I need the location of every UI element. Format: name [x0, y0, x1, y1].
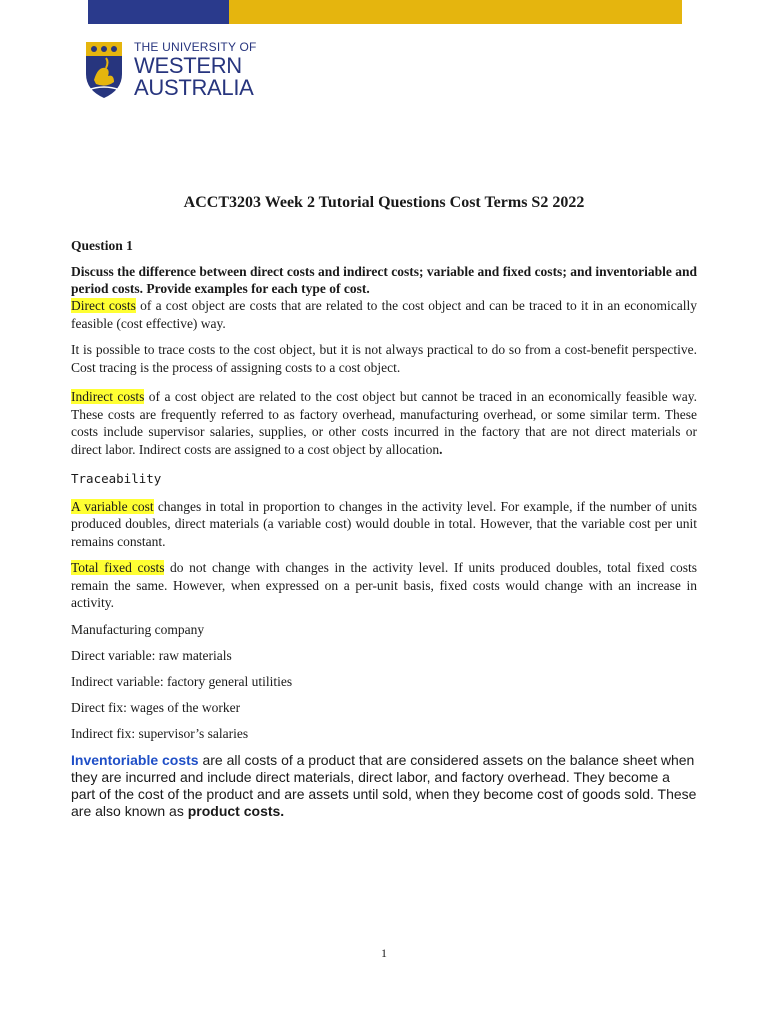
- brand-bar-blue: [88, 0, 229, 24]
- variable-cost-paragraph: [71, 498, 697, 551]
- logo-line-3: AUSTRALIA: [134, 75, 254, 100]
- inventoriable-costs-text: are all costs of a product that are considered assets on the balance sheet when they are incurred and include direct materials, direct labor, and factory overhead. They become a part of the cost of the product and are assets until sold, when they become cost of goods sold. These are also known as: [71, 751, 697, 819]
- indirect-costs-term: Indirect costs: [71, 389, 145, 404]
- brand-color-bar: [88, 0, 682, 24]
- inventoriable-costs-term: Inventoriable costs: [71, 751, 199, 768]
- example-item: Direct fix: wages of the worker: [71, 699, 241, 715]
- crest-icon: [84, 40, 124, 100]
- variable-cost-term: A variable cost: [71, 498, 154, 514]
- question-heading: Question 1: [71, 238, 133, 253]
- logo-wordmark: [134, 40, 257, 99]
- logo-line-2: WESTERN: [134, 53, 242, 78]
- example-item: Indirect fix: supervisor’s salaries: [71, 725, 249, 741]
- document-body: [71, 194, 697, 820]
- product-costs-term: product costs.: [187, 802, 285, 819]
- inventoriable-costs-paragraph: [71, 752, 697, 820]
- cost-tracing-paragraph: It is possible to trace costs to the cost object, but it is not always practical to do so from a cost-benefit perspective. Cost tracing is the process of assigning costs to a cost object.: [71, 342, 697, 375]
- brand-bar-gold: [229, 0, 682, 24]
- document-title: ACCT3203 Week 2 Tutorial Questions Cost Terms S2 2022: [183, 194, 585, 211]
- example-item: Direct variable: raw materials: [71, 647, 232, 663]
- example-item: Manufacturing company: [71, 621, 205, 637]
- page-number: 1: [381, 946, 387, 960]
- question-prompt: Discuss the difference between direct costs and indirect costs; variable and fixed costs; and inventoriable and period costs. Provide examples for each type of cost.: [71, 264, 697, 296]
- direct-costs-paragraph: [71, 297, 697, 332]
- university-logo: [84, 40, 257, 100]
- direct-costs-text: of a cost object are costs that are related to the cost object and can be traced to it in an economically feasible (cost effective) way.: [71, 298, 697, 331]
- example-item: Indirect variable: factory general utilities: [71, 673, 293, 689]
- fixed-cost-paragraph: [71, 559, 697, 612]
- traceability-label: Traceability: [71, 471, 162, 486]
- logo-line-1: THE UNIVERSITY OF: [134, 40, 257, 54]
- indirect-costs-text: of a cost object are related to the cost object but cannot be traced in an economically feasible way. These costs are frequently referred to as factory overhead, manufacturing overhead, or some similar term. These costs include supervisor salaries, supplies, or other costs incurred in the factory that are not direct materials or direct labor. Indirect costs are assigned to a cost object by allocation: [71, 389, 697, 457]
- indirect-costs-paragraph: [71, 388, 697, 458]
- direct-costs-term: Direct costs: [71, 298, 136, 313]
- indirect-costs-end: .: [439, 441, 443, 457]
- variable-cost-text: changes in total in proportion to changes in the activity level. For example, if the number of units produced doubles, direct materials (a variable cost) would double in total. However, that the variable cost per unit remains constant.: [71, 498, 697, 549]
- fixed-cost-text: do not change with changes in the activity level. If units produced doubles, total fixed costs remain the same. However, when expressed on a per-unit basis, fixed costs would change with an increase in activity.: [71, 560, 697, 610]
- fixed-cost-term: Total fixed costs: [71, 560, 165, 575]
